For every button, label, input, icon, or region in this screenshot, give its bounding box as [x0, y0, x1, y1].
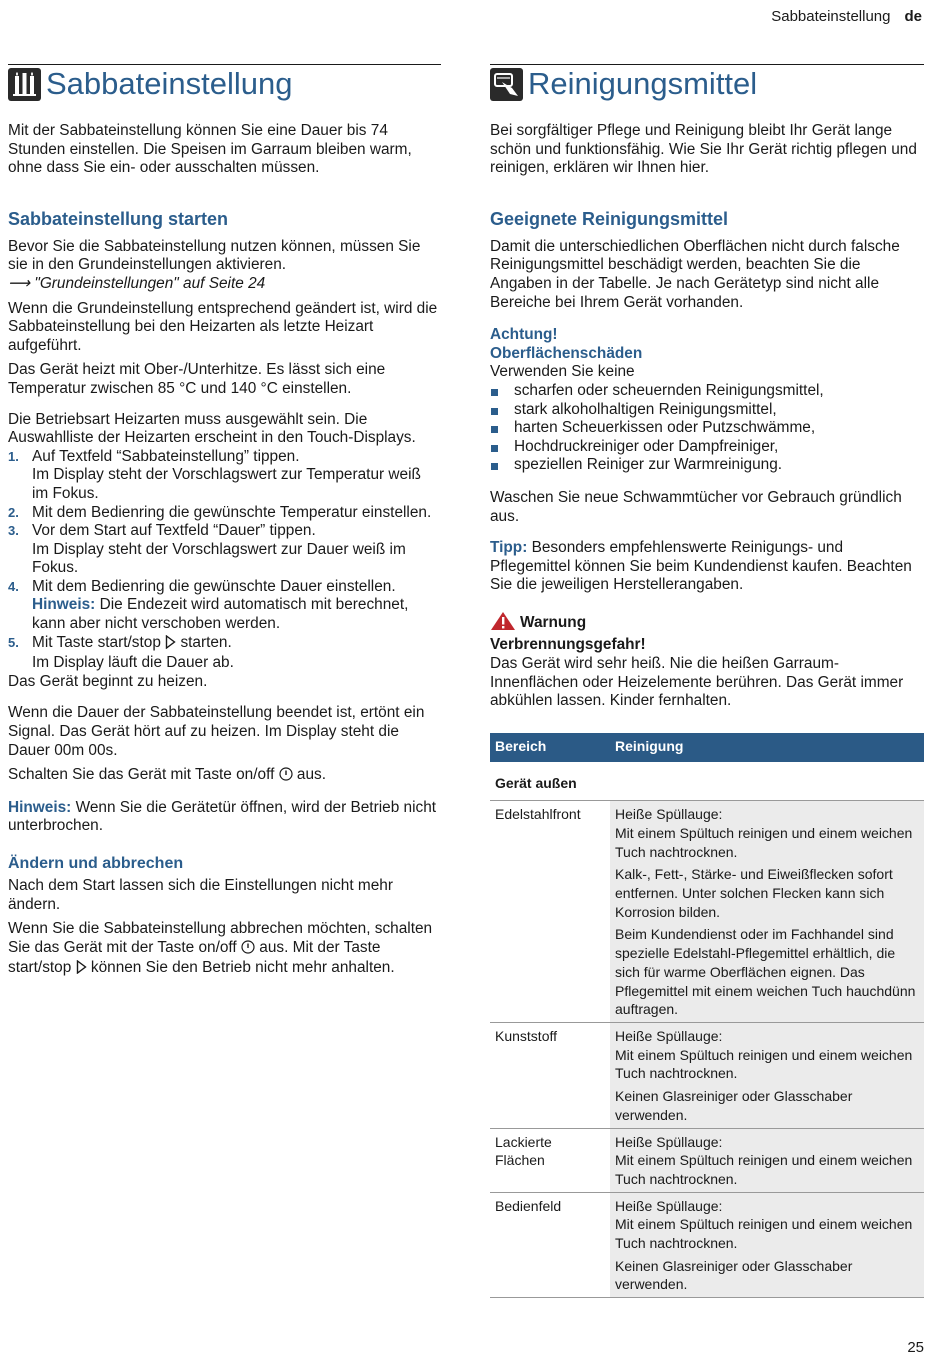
text-part: Wenn Sie die Sabbateinstellung abbrechen möchten, schalten Sie das Gerät mit der Taste on/off	[8, 920, 433, 956]
warning-block	[490, 611, 924, 711]
cross-reference-link[interactable]	[8, 275, 441, 294]
step-number: 4.	[8, 578, 19, 594]
caution-title: Oberflächenschäden	[490, 344, 643, 362]
step-result: Im Display steht der Vorschlagswert zur Dauer weiß im Fokus.	[32, 540, 406, 577]
cleaning-intro: Bei sorgfältiger Pflege und Reinigung bleibt Ihr Gerät lange schön und funktionsfähig. Wie Sie Ihr Gerät richtig pflegen und reinigen, erklären wir Ihnen hier.	[490, 122, 917, 177]
start-stop-icon	[76, 960, 87, 980]
list-item	[490, 401, 924, 420]
warning-label: Warnung	[520, 614, 587, 632]
caution-block	[490, 326, 924, 475]
list-item	[490, 419, 924, 438]
note-text: Wenn Sie die Gerätetür öffnen, wird der Betrieb nicht unterbrochen.	[8, 798, 437, 835]
cell-paragraph: Keinen Glasreiniger oder Glasschaber verwenden.	[615, 1257, 853, 1293]
step-item	[8, 448, 441, 504]
table-row	[490, 801, 924, 1023]
cleaning-title-row	[490, 64, 924, 105]
step-item	[8, 522, 441, 578]
warning-header	[490, 611, 924, 637]
step-number: 1.	[8, 448, 19, 464]
warning-text: Das Gerät wird sehr heiß. Nie die heißen Garraum-Innenflächen oder Heizelemente berühren. Das Gerät immer abkühlen lassen. Kinder fernhalten.	[490, 655, 904, 710]
step-number: 5.	[8, 634, 19, 650]
caution-bullet-list	[490, 382, 924, 475]
bullet-square-icon	[491, 389, 498, 396]
cell-paragraph: Beim Kundendienst oder im Fachhandel sind spezielle Edelstahl-Pflegemittel erhältlich, die sich für warme Oberflächen eignen. Das Pflegemittel mit einem weichen Tuch hauchdünn auftragen.	[615, 926, 916, 1018]
table-cell-area: Kunststoff	[490, 1022, 610, 1128]
step-text: Mit dem Bedienring die gewünschte Dauer einstellen.	[32, 577, 396, 595]
list-item-text: harten Scheuerkissen oder Putzschwämme,	[514, 419, 816, 437]
on-off-icon	[241, 940, 255, 960]
arrow-icon: ⟶	[8, 274, 31, 292]
table-section-row	[490, 762, 924, 801]
list-item-text: scharfen oder scheuernden Reinigungsmittel,	[514, 381, 824, 399]
step-note	[32, 596, 441, 633]
header-language: de	[904, 8, 922, 25]
step-result: Im Display läuft die Dauer ab.	[32, 654, 234, 672]
start-paragraph-2: Wenn die Grundeinstellung entsprechend geändert ist, wird die Sabbateinstellung bei den Heizarten als letzte Heizart aufgeführt.	[8, 299, 438, 354]
table-cell-area: Edelstahlfront	[490, 801, 610, 1023]
heading-change-cancel: Ändern und abbrechen	[8, 855, 184, 872]
heading-suitable-agents: Geeignete Reinigungsmittel	[490, 208, 729, 229]
text-part: können Sie den Betrieb nicht mehr anhalten.	[90, 959, 395, 977]
list-item-text: Hochdruckreiniger oder Dampfreiniger,	[514, 437, 779, 455]
tip-label: Tipp:	[490, 539, 528, 557]
table-cell-cleaning	[610, 1192, 924, 1298]
step-item	[8, 578, 441, 634]
step-number: 2.	[8, 504, 19, 520]
change-paragraph-1: Nach dem Start lassen sich die Einstellungen nicht mehr ändern.	[8, 877, 393, 913]
sabbath-title-row	[8, 64, 441, 105]
bullet-square-icon	[491, 426, 498, 433]
start-paragraph-4: Die Betriebsart Heizarten muss ausgewählt sein. Die Auswahlliste der Heizarten erscheint in den Touch-Displays.	[8, 410, 416, 447]
cell-paragraph: Keinen Glasreiniger oder Glasschaber verwenden.	[615, 1088, 853, 1123]
caution-lead: Verwenden Sie keine	[490, 363, 635, 381]
step-number: 3.	[8, 523, 19, 539]
link-text: "Grundeinstellungen" auf Seite 24	[34, 274, 266, 292]
page-title-cleaning: Reinigungsmittel	[528, 66, 758, 101]
note-label: Hinweis:	[8, 798, 72, 816]
cell-paragraph: Heiße Spüllauge: Mit einem Spültuch reinigen und einem weichen Tuch nachtrocknen.	[615, 806, 913, 860]
start-paragraph-6	[8, 766, 441, 787]
page-title-sabbath: Sabbateinstellung	[46, 66, 293, 101]
text-part: Schalten Sie das Gerät mit Taste on/off	[8, 766, 275, 784]
start-paragraph-5: Wenn die Dauer der Sabbateinstellung beendet ist, ertönt ein Signal. Das Gerät hört auf zu heizen. Im Display steht die Dauer 00m 00s.	[8, 704, 425, 759]
list-item	[490, 382, 924, 401]
column-header-cleaning: Reinigung	[610, 733, 924, 762]
cell-paragraph: Heiße Spüllauge: Mit einem Spültuch reinigen und einem weichen Tuch nachtrocknen.	[615, 1133, 913, 1187]
step-text-part: starten.	[180, 633, 232, 651]
tip-text: Besonders empfehlenswerte Reinigungs- und Pflegemittel können Sie beim Kundendienst kaufen. Beachten Sie die jeweiligen Herstellerangaben.	[490, 539, 912, 594]
warning-triangle-icon	[490, 611, 520, 637]
start-note	[8, 799, 441, 836]
bullet-square-icon	[491, 445, 498, 452]
heading-sabbath-start: Sabbateinstellung starten	[8, 208, 229, 229]
table-row	[490, 1128, 924, 1192]
table-section-title: Gerät außen	[490, 762, 924, 801]
table-cell-cleaning	[610, 801, 924, 1023]
cell-paragraph: Heiße Spüllauge: Mit einem Spültuch reinigen und einem weichen Tuch nachtrocknen.	[615, 1197, 913, 1252]
cell-paragraph: Heiße Spüllauge: Mit einem Spültuch reinigen und einem weichen Tuch nachtrocknen.	[615, 1027, 913, 1082]
cleaning-table	[490, 733, 924, 1298]
sabbath-intro: Mit der Sabbateinstellung können Sie eine Dauer bis 74 Stunden einstellen. Die Speisen im Garraum bleiben warm, ohne dass Sie ein- oder ausschalten müssen.	[8, 122, 412, 177]
table-row	[490, 1192, 924, 1298]
cell-paragraph: Kalk-, Fett-, Stärke- und Eiweißflecken sofort entfernen. Unter solchen Flecken kann sich Korrosion bilden.	[615, 866, 893, 920]
start-stop-icon	[165, 635, 176, 655]
table-cell-area: Lackierte Flächen	[490, 1128, 610, 1192]
step-text: Auf Textfeld “Sabbateinstellung” tippen.	[32, 447, 300, 465]
list-item-text: stark alkoholhaltigen Reinigungsmittel,	[514, 400, 777, 418]
header-section: Sabbateinstellung	[771, 8, 891, 25]
list-item	[490, 456, 924, 475]
page-number: 25	[907, 1339, 924, 1357]
table-cell-cleaning	[610, 1022, 924, 1128]
table-row	[490, 1022, 924, 1128]
step-text-part: Mit Taste start/stop	[32, 633, 161, 651]
suitable-paragraph-2: Waschen Sie neue Schwammtücher vor Gebrauch gründlich aus.	[490, 488, 902, 525]
table-cell-area: Bedienfeld	[490, 1192, 610, 1298]
table-cell-cleaning	[610, 1128, 924, 1192]
list-item-text: speziellen Reiniger zur Warmreinigung.	[514, 456, 783, 474]
warning-title: Verbrennungsgefahr!	[490, 636, 646, 654]
steps-list	[8, 448, 441, 673]
tip-paragraph	[490, 539, 924, 595]
left-column	[8, 64, 441, 980]
step-text	[32, 634, 441, 655]
table-header-row	[490, 733, 924, 762]
on-off-icon	[279, 767, 293, 787]
step-result: Im Display steht der Vorschlagswert zur Temperatur weiß im Fokus.	[32, 466, 421, 502]
suitable-paragraph-1: Damit die unterschiedlichen Oberflächen nicht durch falsche Reinigungsmittel beschädigt werden, beachten Sie die Angaben in der Tabelle. Je nach Gerätetyp sind nicht alle Bereiche bei Ihrem Gerät vorhanden.	[490, 237, 900, 311]
step-text: Vor dem Start auf Textfeld “Dauer” tippen.	[32, 522, 316, 540]
sabbath-icon	[8, 68, 41, 101]
change-paragraph-2	[8, 920, 441, 980]
step-text: Mit dem Bedienring die gewünschte Temperatur einstellen.	[32, 503, 432, 521]
note-text: Die Endezeit wird automatisch mit berechnet, kann aber nicht verschoben werden.	[32, 596, 409, 633]
text-part: aus.	[296, 766, 327, 784]
after-steps-text: Das Gerät beginnt zu heizen.	[8, 672, 208, 690]
cleaning-agent-icon	[490, 68, 523, 101]
note-label: Hinweis:	[32, 596, 96, 614]
bullet-square-icon	[491, 408, 498, 415]
list-item	[490, 438, 924, 457]
right-column	[490, 64, 924, 1298]
caution-label: Achtung!	[490, 326, 558, 344]
start-paragraph-3: Das Gerät heizt mit Ober-/Unterhitze. Es lässt sich eine Temperatur zwischen 85 °C und 140 °C einstellen.	[8, 361, 386, 397]
column-header-area: Bereich	[490, 733, 610, 762]
bullet-square-icon	[491, 463, 498, 470]
text-part: aus. Mit der Taste start/stop	[8, 938, 381, 977]
running-header	[771, 8, 922, 26]
step-item	[8, 634, 441, 673]
step-item	[8, 504, 441, 523]
start-paragraph-1: Bevor Sie die Sabbateinstellung nutzen können, müssen Sie sie in den Grundeinstellungen aktivieren.	[8, 237, 421, 274]
